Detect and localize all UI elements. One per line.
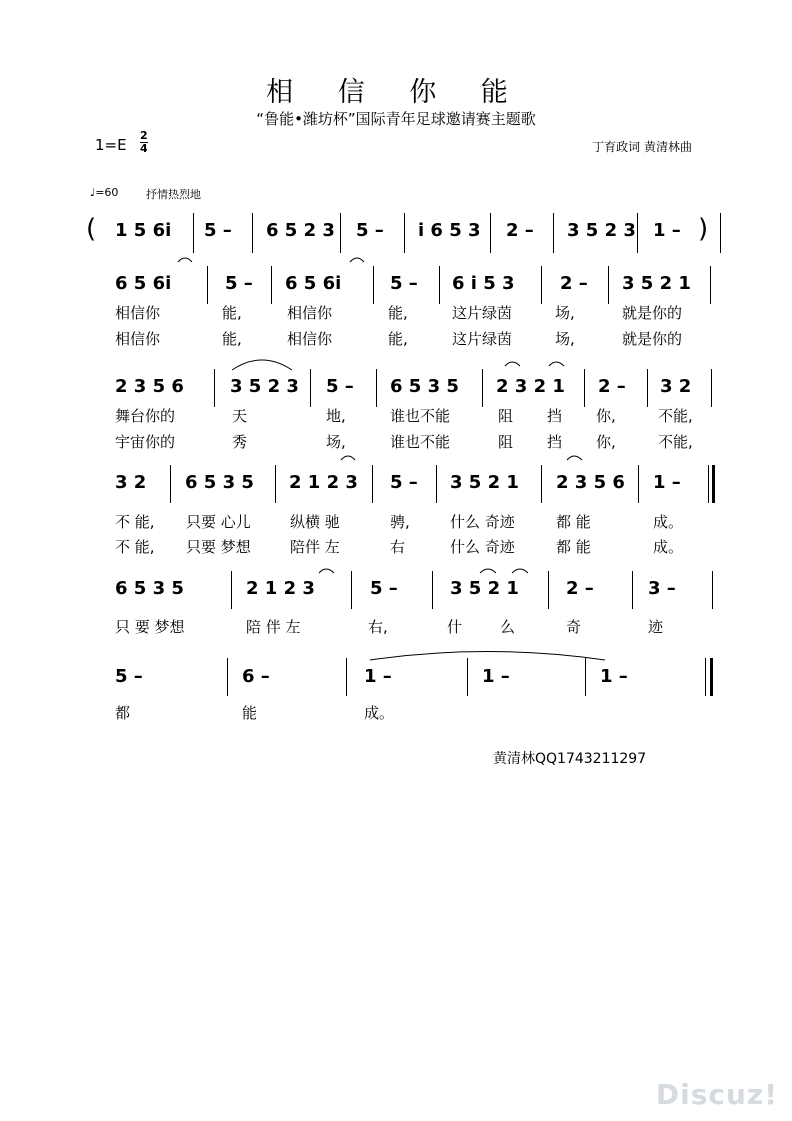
- barline: [376, 369, 377, 407]
- measure-note: 3 5 2 1: [622, 273, 691, 294]
- final-barline-thick: [710, 658, 713, 696]
- lyric: 什: [447, 618, 463, 636]
- barline: [227, 658, 228, 696]
- measure-note: 3 2: [660, 376, 692, 397]
- barline: [712, 571, 713, 609]
- lyric: 什么 奇迹: [450, 513, 515, 531]
- open-paren: (: [86, 214, 97, 244]
- lyric: 舞台你的: [115, 407, 176, 425]
- lyric: 这片绿茵: [452, 304, 513, 322]
- measure-note: 6 5 3 5: [390, 376, 459, 397]
- time-signature-top: 2: [140, 129, 148, 142]
- final-barline-thin: [705, 658, 706, 696]
- measure-note: 2 –: [506, 220, 534, 241]
- barline: [632, 571, 633, 609]
- measure-note: 5 –: [115, 666, 143, 687]
- repeat-barline: [712, 465, 715, 503]
- lyric: 陪 伴 左: [246, 618, 301, 636]
- measure-note: 2 3 2 1: [496, 376, 565, 397]
- lyric: 能,: [222, 304, 242, 322]
- lyric: 就是你的: [622, 304, 683, 322]
- measure-note: 6 5 3 5: [185, 472, 254, 493]
- measure-note: 6 5 2 3: [266, 220, 335, 241]
- lyric: 成。: [653, 513, 684, 531]
- lyric: 成。: [653, 538, 684, 556]
- lyric: 么: [500, 618, 516, 636]
- lyric: 相信你: [115, 304, 161, 322]
- barline: [467, 658, 468, 696]
- tempo-marking: ♩=60: [90, 186, 119, 199]
- lyric: 右: [390, 538, 406, 556]
- lyric: 宇宙你的: [115, 433, 176, 451]
- lyric: 能,: [388, 330, 408, 348]
- measure-note: 6 5 3 5: [115, 578, 184, 599]
- lyric: 不能,: [658, 407, 693, 425]
- barline: [372, 465, 373, 503]
- measure-note: 2 3 5 6: [115, 376, 184, 397]
- measure-note: 1 5 6i: [115, 220, 172, 241]
- lyric: 阻: [498, 433, 514, 451]
- measure-note: 2 1 2 3: [246, 578, 315, 599]
- expression-marking: 抒情热烈地: [146, 188, 201, 201]
- song-title: 相 信 你 能: [266, 77, 526, 108]
- lyric: 都: [115, 704, 131, 722]
- barline: [275, 465, 276, 503]
- barline: [708, 465, 709, 503]
- lyric: 挡: [547, 407, 563, 425]
- key-signature: 1=E: [95, 136, 127, 154]
- lyric: 相信你: [287, 330, 333, 348]
- measure-note: 1 –: [653, 472, 681, 493]
- barline: [647, 369, 648, 407]
- author-signature: 黄清林QQ1743211297: [493, 751, 647, 767]
- barline: [584, 369, 585, 407]
- measure-note: 1 –: [600, 666, 628, 687]
- barline: [310, 369, 311, 407]
- measure-note: 5 –: [225, 273, 253, 294]
- lyric: 不 能,: [115, 513, 155, 531]
- barline: [351, 571, 352, 609]
- lyric: 相信你: [287, 304, 333, 322]
- measure-note: 6 i 5 3: [452, 273, 515, 294]
- lyric: 只要 梦想: [186, 538, 251, 556]
- lyric: 相信你: [115, 330, 161, 348]
- measure-note: 2 –: [560, 273, 588, 294]
- measure-note: 2 –: [566, 578, 594, 599]
- lyric: 右,: [368, 618, 388, 636]
- barline: [585, 658, 586, 696]
- measure-note: 3 5 2 3: [230, 376, 299, 397]
- lyric: 骋,: [390, 513, 410, 531]
- barline: [548, 571, 549, 609]
- song-subtitle: “鲁能•潍坊杯”国际青年足球邀请赛主题歌: [256, 110, 536, 128]
- measure-note: 5 –: [390, 273, 418, 294]
- credits: 丁育政词 黄清林曲: [592, 140, 692, 154]
- barline: [436, 465, 437, 503]
- lyric: 谁也不能: [390, 433, 451, 451]
- lyric: 你,: [596, 407, 616, 425]
- lyric: 秀: [232, 433, 248, 451]
- lyric: 场,: [555, 330, 575, 348]
- lyric: 什么 奇迹: [450, 538, 515, 556]
- lyric: 陪伴 左: [290, 538, 340, 556]
- lyric: 能,: [222, 330, 242, 348]
- measure-note: 3 5 2 1: [450, 472, 519, 493]
- lyric: 阻: [498, 407, 514, 425]
- measure-note: 1 –: [482, 666, 510, 687]
- measure-note: 5 –: [356, 220, 384, 241]
- measure-note: 5 –: [326, 376, 354, 397]
- measure-note: 6 –: [242, 666, 270, 687]
- lyric: 都 能: [556, 538, 591, 556]
- lyric: 成。: [364, 704, 395, 722]
- lyric: 不能,: [658, 433, 693, 451]
- lyric: 地,: [326, 407, 346, 425]
- barline: [432, 571, 433, 609]
- barline: [214, 369, 215, 407]
- measure-note: 2 –: [598, 376, 626, 397]
- measure-note: 3 5 2 3: [567, 220, 636, 241]
- measure-note: 6 5 6i: [285, 273, 342, 294]
- time-signature-bottom: 4: [140, 142, 148, 155]
- lyric: 纵横 驰: [290, 513, 340, 531]
- lyric: 不 能,: [115, 538, 155, 556]
- barline: [231, 571, 232, 609]
- lyric: 谁也不能: [390, 407, 451, 425]
- measure-note: 2 3 5 6: [556, 472, 625, 493]
- lyric: 这片绿茵: [452, 330, 513, 348]
- measure-note: 5 –: [370, 578, 398, 599]
- watermark-logo: Discuz!: [655, 1078, 778, 1111]
- measure-note: 1 –: [653, 220, 681, 241]
- barline: [711, 369, 712, 407]
- lyric: 奇: [566, 618, 582, 636]
- measure-note: 3 2: [115, 472, 147, 493]
- barline: [541, 465, 542, 503]
- lyric: 能,: [388, 304, 408, 322]
- lyric: 天: [232, 407, 248, 425]
- lyric: 只 要 梦想: [115, 618, 185, 636]
- lyric: 只要 心儿: [186, 513, 251, 531]
- measure-note: i 6 5 3: [418, 220, 481, 241]
- lyric: 挡: [547, 433, 563, 451]
- measure-note: 3 5 2 1: [450, 578, 519, 599]
- lyric: 能: [242, 704, 258, 722]
- lyric: 场,: [555, 304, 575, 322]
- barline: [638, 465, 639, 503]
- measure-note: 2 1 2 3: [289, 472, 358, 493]
- lyric: 就是你的: [622, 330, 683, 348]
- barline: [346, 658, 347, 696]
- measure-note: 6 5 6i: [115, 273, 172, 294]
- barline: [170, 465, 171, 503]
- measure-note: 5 –: [390, 472, 418, 493]
- measure-note: 1 –: [364, 666, 392, 687]
- barline: [482, 369, 483, 407]
- close-paren: ): [698, 214, 709, 244]
- measure-note: 3 –: [648, 578, 676, 599]
- measure-note: 5 –: [204, 220, 232, 241]
- lyric: 都 能: [556, 513, 591, 531]
- lyric: 场,: [326, 433, 346, 451]
- lyric: 迹: [648, 618, 664, 636]
- lyric: 你,: [596, 433, 616, 451]
